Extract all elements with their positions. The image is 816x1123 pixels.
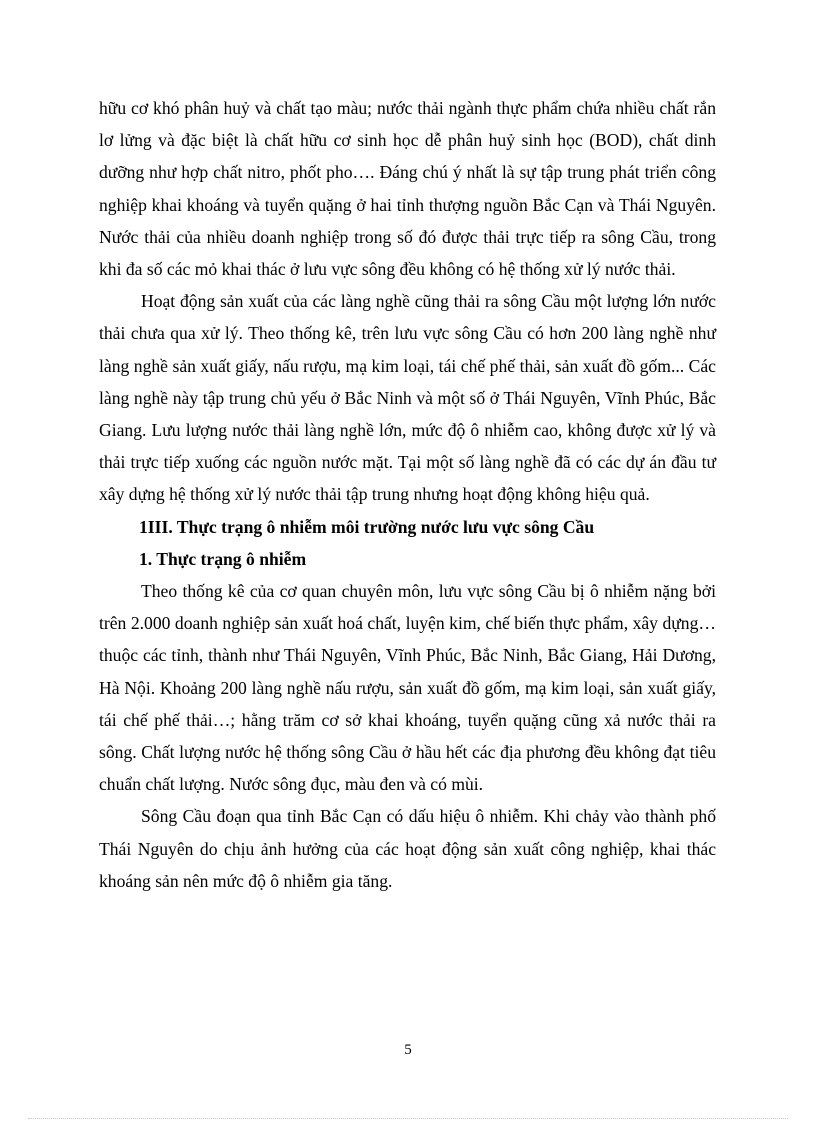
page-body [99,92,716,897]
body-paragraph: Hoạt động sản xuất của các làng nghề cũng thải ra sông Cầu một lượng lớn nước thải chưa qua xử lý. Theo thống kê, trên lưu vực sông Cầu có hơn 200 làng nghề như làng nghề sản xuất giấy, nấu rượu, mạ kim loại, tái chế phế thải, sản xuất đồ gốm... Các làng nghề này tập trung chủ yếu ở Bắc Ninh và một số ở Thái Nguyên, Vĩnh Phúc, Bắc Giang. Lưu lượng nước thải làng nghề lớn, mức độ ô nhiễm cao, không được xử lý và thải trực tiếp xuống các nguồn nước mặt. Tại một số làng nghề đã có các dự án đầu tư xây dựng hệ thống xử lý nước thải tập trung nhưng hoạt động không hiệu quả. [99,291,716,505]
body-paragraph: Theo thống kê của cơ quan chuyên môn, lưu vực sông Cầu bị ô nhiễm nặng bởi trên 2.000 doanh nghiệp sản xuất hoá chất, luyện kim, chế biến thực phẩm, xây dựng… thuộc các tỉnh, thành như Thái Nguyên, Vĩnh Phúc, Bắc Ninh, Bắc Giang, Hải Dương, Hà Nội. Khoảng 200 làng nghề nấu rượu, sản xuất đồ gốm, mạ kim loại, sản xuất giấy, tái chế phế thải…; hằng trăm cơ sở khai khoáng, tuyển quặng cũng xả nước thải ra sông. Chất lượng nước hệ thống sông Cầu ở hầu hết các địa phương đều không đạt tiêu chuẩn chất lượng. Nước sông đục, màu đen và có mùi. [99,581,716,795]
body-paragraph: hữu cơ khó phân huỷ và chất tạo màu; nước thải ngành thực phẩm chứa nhiều chất rắn lơ lửng và đặc biệt là chất hữu cơ sinh học dễ phân huỷ sinh học (BOD), chất dinh dưỡng như hợp chất nitro, phốt pho…. Đáng chú ý nhất là sự tập trung phát triển công nghiệp khai khoáng và tuyển quặng ở hai tỉnh thượng nguồn Bắc Cạn và Thái Nguyên. Nước thải của nhiều doanh nghiệp trong số đó được thải trực tiếp ra sông Cầu, trong khi đa số các mỏ khai thác ở lưu vực sông đều không có hệ thống xử lý nước thải. [99,98,716,280]
section-heading: 1III. Thực trạng ô nhiễm môi trường nước lưu vực sông Cầu [139,516,595,537]
subsection-heading: 1. Thực trạng ô nhiễm [139,548,307,569]
page-number: 5 [404,1042,412,1058]
body-paragraph: Sông Cầu đoạn qua tỉnh Bắc Cạn có dấu hiệu ô nhiễm. Khi chảy vào thành phố Thái Nguyên do chịu ảnh hưởng của các hoạt động sản xuất công nghiệp, khai thác khoáng sản nên mức độ ô nhiễm gia tăng. [99,806,716,891]
page-bottom-divider [28,1118,788,1119]
